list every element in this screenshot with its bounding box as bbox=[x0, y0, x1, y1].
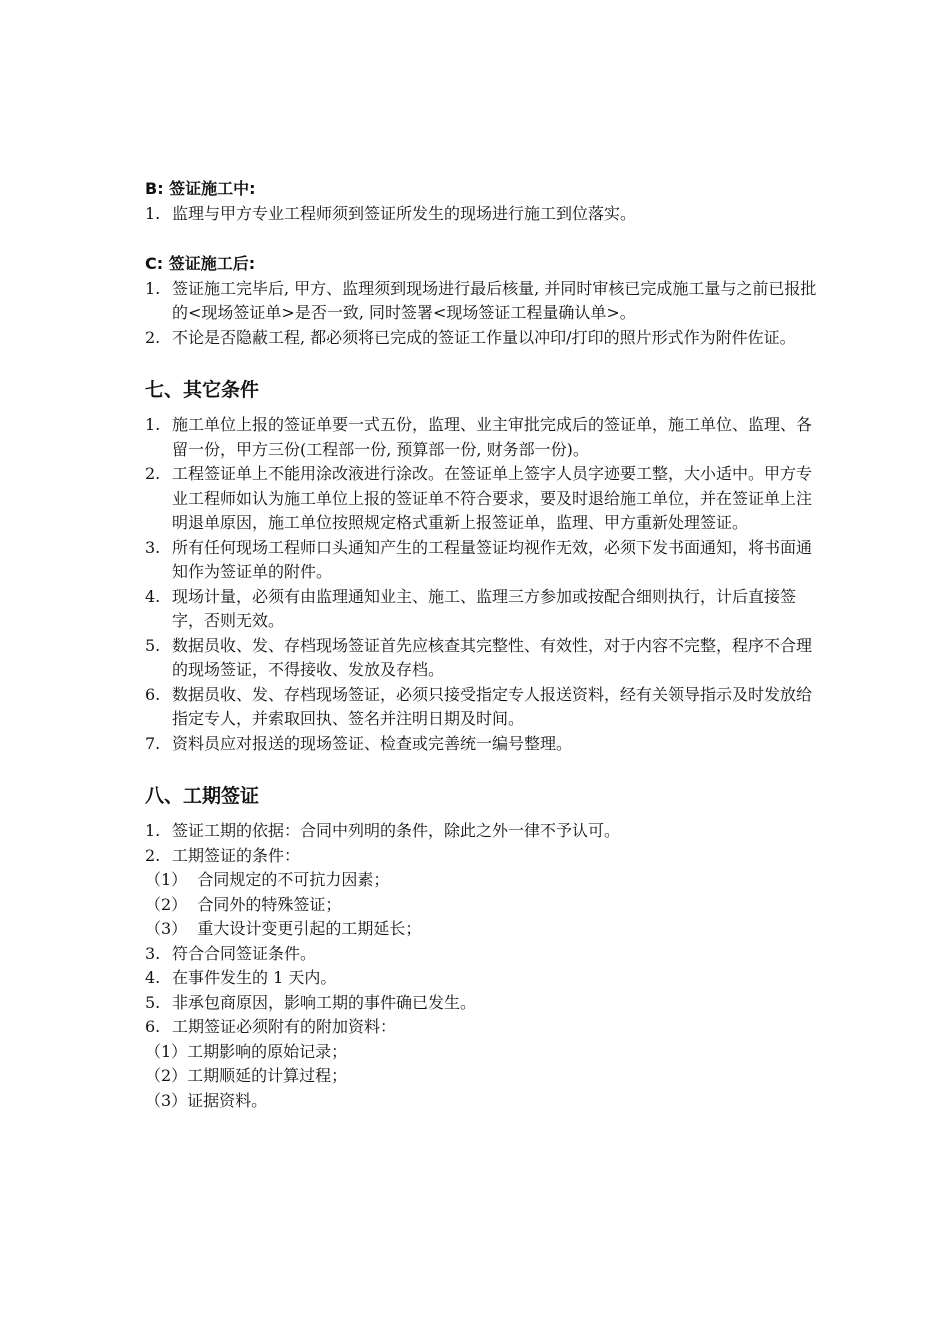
list-item: 7. 资料员应对报送的现场签证、检查或完善统一编号整理。 bbox=[145, 733, 573, 753]
list-item: 2. 不论是否隐蔽工程, 都必须将已完成的签证工作量以冲印/打印的照片形式作为附件佐证。 bbox=[145, 327, 796, 347]
list-item: 3. 所有任何现场工程师口头通知产生的工程量签证均视作无效，必须下发书面通知，将书面通知作为签证单的附件。 bbox=[145, 537, 813, 581]
condition-item: （3） 重大设计变更引起的工期延长； bbox=[145, 919, 422, 938]
list-item: 1. 签证施工完毕后, 甲方、监理须到现场进行最后核量, 并同时审核已完成施工量与之前已报批的<现场签证单>是否一致, 同时签署<现场签证工程量确认单>。 bbox=[145, 278, 817, 322]
list-item: 5. 数据员收、发、存档现场签证首先应核查其完整性、有效性，对于内容不完整，程序不合理的现场签证，不得接收、发放及存档。 bbox=[145, 635, 813, 679]
list-item: 3. 符合合同签证条件。 bbox=[145, 943, 317, 963]
condition-item: （2） 合同外的特殊签证； bbox=[145, 894, 342, 914]
list-item: 5. 非承包商原因，影响工期的事件确已发生。 bbox=[145, 992, 477, 1012]
list-item: 6. 工期签证必须附有的附加资料： bbox=[145, 1017, 397, 1036]
condition-item: （1） 合同规定的不可抗力因素； bbox=[145, 870, 390, 889]
list-item: 1. 监理与甲方专业工程师须到签证所发生的现场进行施工到位落实。 bbox=[145, 204, 637, 223]
attachment-item: （3）证据资料。 bbox=[145, 1090, 268, 1110]
list-item: 4. 在事件发生的 1 天内。 bbox=[145, 968, 337, 987]
section-c-heading: C: 签证施工后: bbox=[145, 253, 256, 273]
section-8-heading: 八、工期签证 bbox=[145, 785, 260, 807]
attachment-item: （1）工期影响的原始记录； bbox=[145, 1041, 348, 1061]
section-7-heading: 七、其它条件 bbox=[145, 379, 260, 401]
list-item: 2. 工期签证的条件： bbox=[145, 845, 301, 865]
section-b-heading: B: 签证施工中: bbox=[145, 179, 256, 198]
list-item: 4. 现场计量，必须有由监理通知业主、施工、监理三方参加或按配合细则执行，计后直接签字，否则无效。 bbox=[145, 586, 797, 630]
list-item: 1. 施工单位上报的签证单要一式五份，监理、业主审批完成后的签证单，施工单位、监理、各留一份，甲方三份(工程部一份, 预算部一份, 财务部一份)。 bbox=[145, 415, 813, 459]
list-item: 6. 数据员收、发、存档现场签证，必须只接受指定专人报送资料，经有关领导指示及时发放给指定专人，并索取回执、签名并注明日期及时间。 bbox=[145, 684, 813, 728]
document-body bbox=[145, 176, 820, 1113]
list-item: 1. 签证工期的依据：合同中列明的条件，除此之外一律不予认可。 bbox=[145, 821, 621, 840]
attachment-item: （2）工期顺延的计算过程； bbox=[145, 1066, 348, 1085]
list-item: 2. 工程签证单上不能用涂改液进行涂改。在签证单上签字人员字迹要工整，大小适中。甲方专业工程师如认为施工单位上报的签证单不符合要求，要及时退给施工单位，并在签证单上注明退单原因，施工单位按照规定格式重新上报签证单，监理、甲方重新处理签证。 bbox=[145, 464, 813, 532]
